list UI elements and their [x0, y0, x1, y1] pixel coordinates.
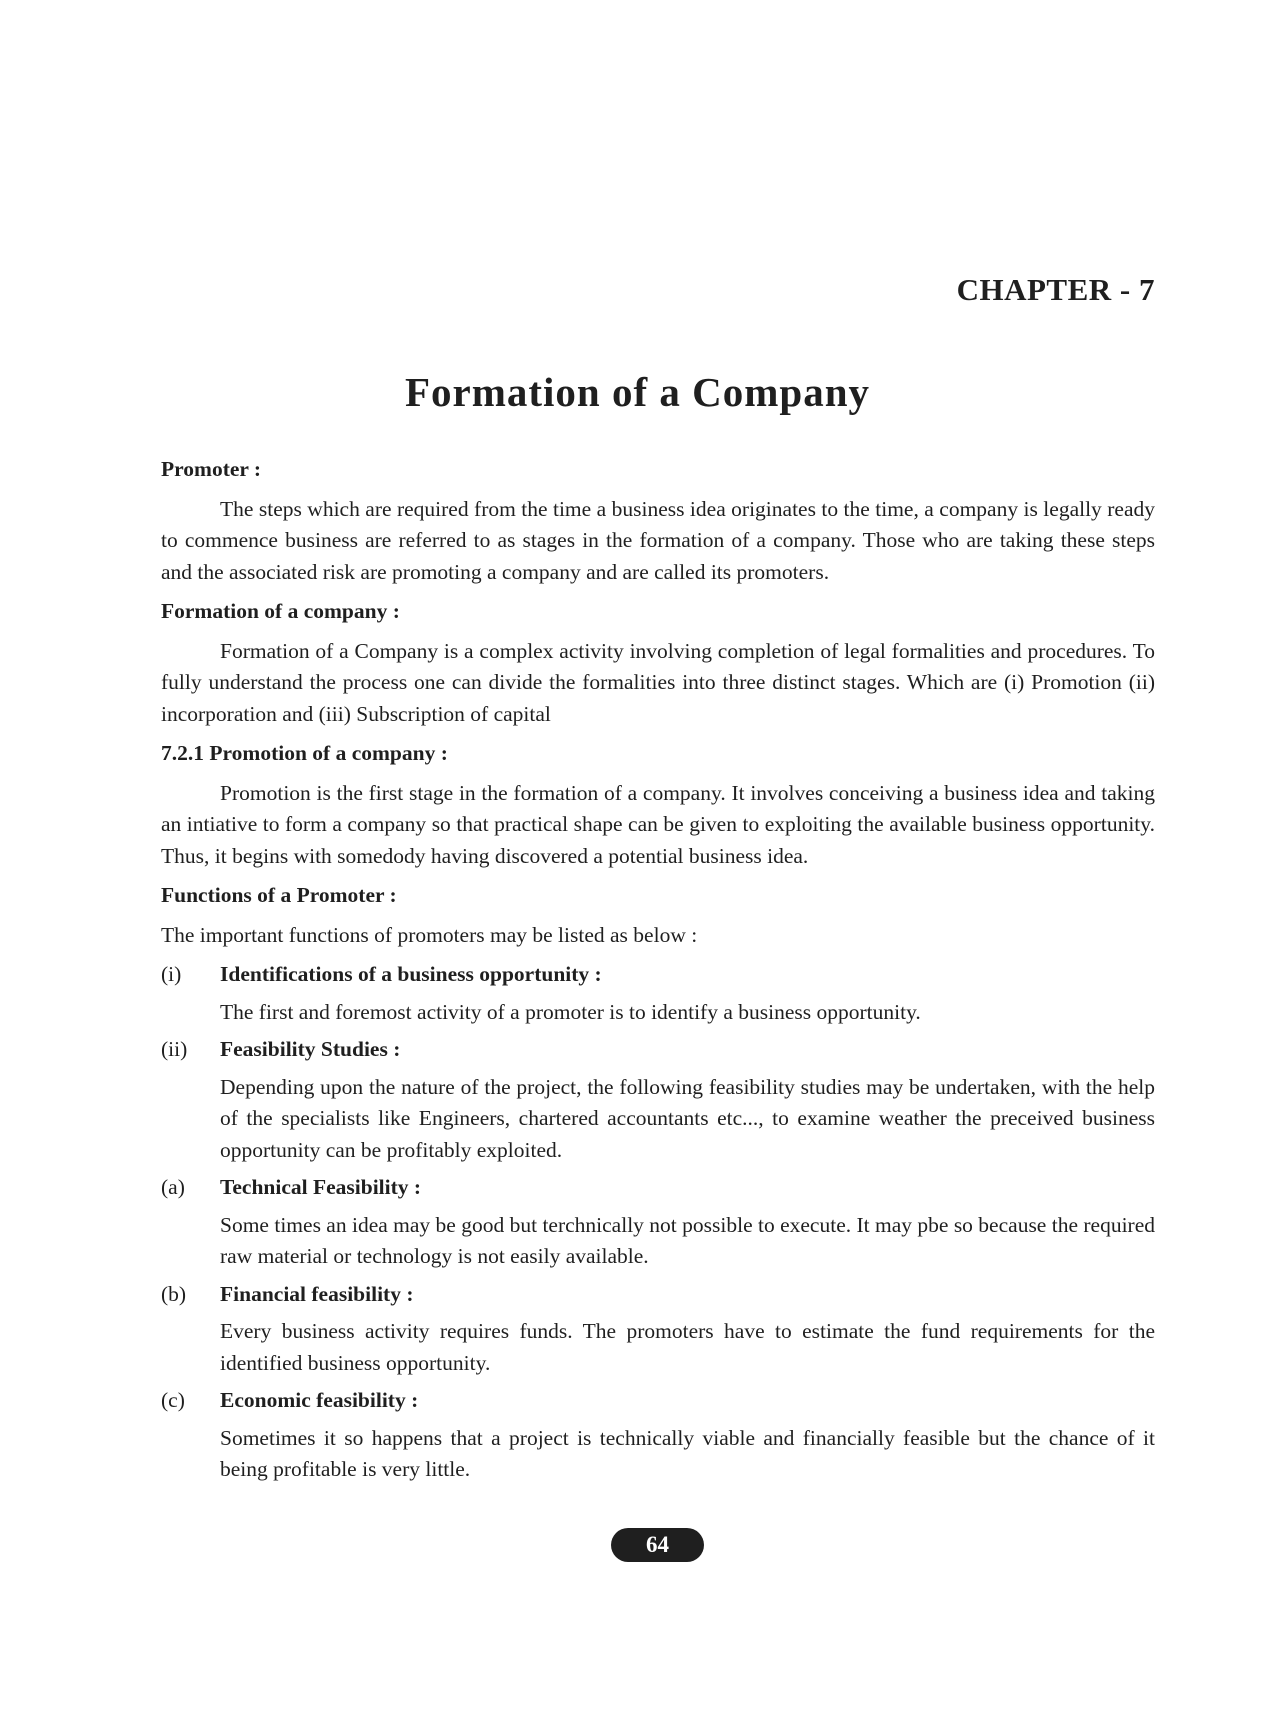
page-number: 64	[611, 1528, 704, 1562]
list-item-title: Feasibility Studies :	[220, 1037, 401, 1061]
list-marker: (i)	[161, 962, 182, 986]
page-title: Formation of a Company	[404, 369, 870, 415]
promoter-heading: Promoter :	[161, 457, 262, 481]
list-item	[161, 959, 1155, 991]
list-item	[161, 1279, 1155, 1311]
list-item-title: Technical Feasibility :	[220, 1175, 422, 1199]
list-item-title: Economic feasibility :	[220, 1388, 419, 1412]
functions-heading: Functions of a Promoter :	[161, 883, 397, 907]
main-content	[161, 454, 1155, 1492]
list-item-text: Some times an idea may be good but terchnically not possible to execute. It may pbe so because the required raw material or technology is not easily available.	[220, 1212, 1155, 1268]
list-marker: (c)	[161, 1388, 185, 1412]
list-marker: (a)	[161, 1175, 185, 1199]
list-marker: (ii)	[161, 1037, 188, 1061]
promotion-paragraph: Promotion is the first stage in the formation of a company. It involves conceiving a business idea and taking an intiative to form a company so that practical shape can be given to exploiting the available business opportunity. Thus, it begins with somedody having discovered a potential business idea.	[161, 780, 1155, 868]
list-marker: (b)	[161, 1281, 187, 1306]
list-item-text: Sometimes it so happens that a project is technically viable and financially feasible but the chance of it being profitable is very little.	[220, 1425, 1155, 1481]
promoter-paragraph: The steps which are required from the time a business idea originates to the time, a company is legally ready to commence business are referred to as stages in the formation of a company. Those who are taking these steps and the associated risk are promoting a company and are called its promoters.	[161, 496, 1155, 584]
list-item-text: Every business activity requires funds. The promoters have to estimate the fund requirements for the identified business opportunity.	[220, 1319, 1155, 1375]
chapter-label: CHAPTER - 7	[956, 272, 1155, 307]
formation-paragraph: Formation of a Company is a complex activity involving completion of legal formalities and procedures. To fully understand the process one can divide the formalities into three distinct stages. Which are (i) Promotion (ii) incorporation and (iii) Subscription of capital	[161, 638, 1155, 726]
functions-intro: The important functions of promoters may be listed as below :	[161, 922, 698, 947]
list-item-text: Depending upon the nature of the project, the following feasibility studies may be undertaken, with the help of the specialists like Engineers, chartered accountants etc..., to examine weather the preceived business opportunity can be profitably exploited.	[220, 1074, 1155, 1162]
formation-heading: Formation of a company :	[161, 599, 400, 623]
list-item-title: Identifications of a business opportunity :	[220, 962, 602, 986]
promotion-heading: 7.2.1 Promotion of a company :	[161, 741, 448, 765]
list-item-text: The first and foremost activity of a promoter is to identify a business opportunity.	[220, 999, 921, 1024]
list-item	[161, 1172, 1155, 1204]
list-item	[161, 1385, 1155, 1417]
list-item	[161, 1034, 1155, 1066]
list-item-title: Financial feasibility :	[220, 1281, 414, 1306]
